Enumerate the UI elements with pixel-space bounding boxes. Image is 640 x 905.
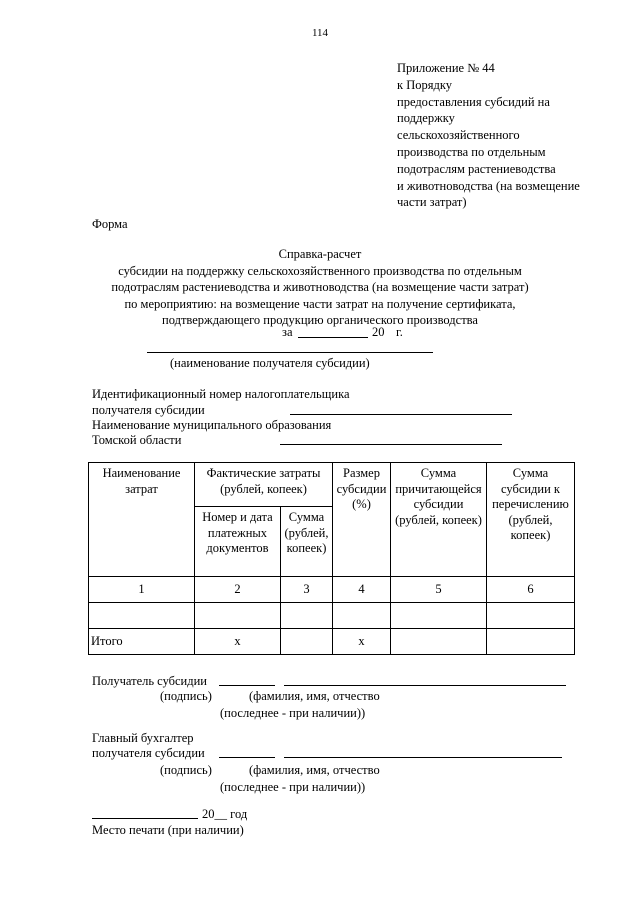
total-x-cell: х — [333, 629, 391, 655]
inn-label-2: получателя субсидии — [92, 403, 205, 417]
appendix-line: производства по отдельным — [397, 144, 546, 159]
table-column-numbers-row — [89, 577, 575, 603]
period-prefix: за — [282, 325, 293, 339]
period-year: 20 — [372, 325, 385, 339]
table-cell[interactable] — [333, 603, 391, 629]
fio-caption-continued: (последнее - при наличии)) — [220, 780, 366, 794]
seal-caption: Место печати (при наличии) — [92, 823, 244, 837]
municipality-label-2: Томской области — [92, 433, 182, 447]
page-number: 114 — [311, 27, 329, 39]
recipient-signature-blank[interactable] — [219, 685, 275, 686]
table-row — [89, 603, 575, 629]
table-cell[interactable] — [89, 603, 195, 629]
appendix-line: к Порядку — [397, 77, 452, 92]
municipality-label-1: Наименование муниципального образования — [92, 418, 332, 432]
form-label: Форма — [92, 217, 128, 231]
header-cost-name: Наименование затрат — [89, 463, 195, 577]
column-number: 5 — [391, 577, 487, 603]
appendix-line: поддержку — [397, 111, 455, 126]
appendix-block — [397, 60, 580, 211]
title-line: подтверждающего продукцию органического производства — [162, 313, 478, 327]
appendix-line: и животноводства (на возмещение — [397, 178, 580, 193]
municipality-blank[interactable] — [280, 444, 502, 445]
signature-caption: (подпись) — [160, 689, 212, 703]
period-blank[interactable] — [298, 337, 368, 338]
table-cell[interactable] — [391, 629, 487, 655]
appendix-line: подотраслям растениеводства — [397, 161, 556, 176]
appendix-line: части затрат) — [397, 195, 467, 210]
accountant-label-1: Главный бухгалтер — [92, 731, 194, 745]
recipient-signature-label: Получатель субсидии — [92, 674, 207, 688]
inn-label-1: Идентификационный номер налогоплательщика — [92, 387, 350, 401]
table-cell[interactable] — [281, 603, 333, 629]
appendix-line: сельскохозяйственного — [397, 128, 520, 143]
header-sum: Сумма (рублей, копеек) — [281, 507, 333, 577]
fio-caption: (фамилия, имя, отчество — [249, 689, 380, 703]
accountant-fio-blank[interactable] — [284, 757, 562, 758]
recipient-fio-blank[interactable] — [284, 685, 566, 686]
title-heading: Справка-расчет — [278, 247, 362, 261]
table-cell[interactable] — [487, 603, 575, 629]
column-number: 3 — [281, 577, 333, 603]
table-header-row — [89, 463, 575, 507]
period-suffix: г. — [396, 325, 403, 339]
signature-caption: (подпись) — [160, 763, 212, 777]
date-blank[interactable] — [92, 818, 198, 819]
column-number: 1 — [89, 577, 195, 603]
recipient-caption: (наименование получателя субсидии) — [170, 356, 370, 370]
fio-caption-continued: (последнее - при наличии)) — [220, 706, 366, 720]
table-cell[interactable] — [281, 629, 333, 655]
column-number: 6 — [487, 577, 575, 603]
date-year: 20__ год — [202, 807, 248, 821]
accountant-signature-blank[interactable] — [219, 757, 275, 758]
header-actual-costs: Фактические затраты (рублей, копеек) — [195, 463, 333, 507]
accountant-label-2: получателя субсидии — [92, 746, 205, 760]
recipient-name-blank[interactable] — [147, 352, 433, 353]
column-number: 2 — [195, 577, 281, 603]
title-line: субсидии на поддержку сельскохозяйственного производства по отдельным — [118, 263, 522, 278]
appendix-line: предоставления субсидий на — [397, 94, 550, 109]
title-line: подотраслям растениеводства и животноводства (на возмещение части затрат) — [111, 280, 529, 294]
total-x-cell: х — [195, 629, 281, 655]
document-title — [60, 246, 580, 329]
title-line: по мероприятию: на возмещение части затрат на получение сертификата, — [124, 296, 516, 311]
header-payment-docs: Номер и дата платежных документов — [195, 507, 281, 577]
table-cell[interactable] — [195, 603, 281, 629]
column-number: 4 — [333, 577, 391, 603]
table-total-row — [89, 629, 575, 655]
calculation-table — [88, 462, 575, 655]
header-due-subsidy: Сумма причитающейся субсидии (рублей, копеек) — [391, 463, 487, 577]
total-label: Итого — [89, 629, 195, 655]
header-rate: Размер субсидии (%) — [333, 463, 391, 577]
table-cell[interactable] — [391, 603, 487, 629]
table-cell[interactable] — [487, 629, 575, 655]
inn-blank[interactable] — [290, 414, 512, 415]
fio-caption: (фамилия, имя, отчество — [249, 763, 380, 777]
header-transfer-subsidy: Сумма субсидии к перечислению (рублей, копеек) — [487, 463, 575, 577]
appendix-line: Приложение № 44 — [397, 61, 495, 75]
